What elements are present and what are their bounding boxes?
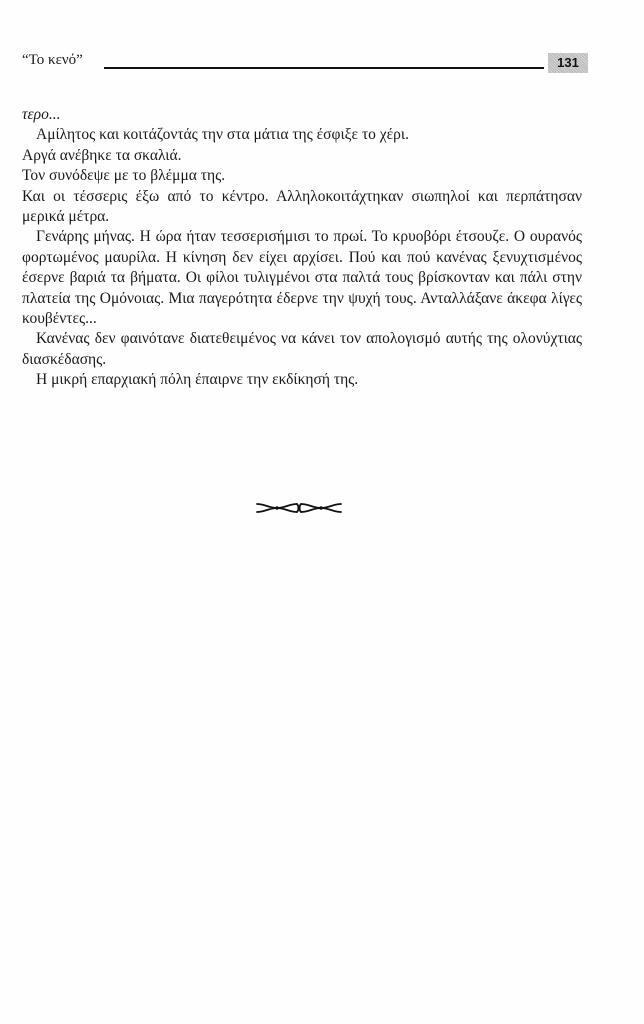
header-rule [104, 67, 544, 69]
paragraph: Αμίλητος και κοιτάζοντάς την στα μάτια της έσφιξε το χέρι. [36, 126, 409, 144]
running-header [22, 52, 584, 74]
paragraph: Κανένας δεν φαινότανε διατεθειμένος να κάνει τον απολογισμό αυτής της ολονύχτιας διασκέδασης. [22, 330, 582, 368]
paragraph: Γενάρης μήνας. Η ώρα ήταν τεσσερισήμισι το πρωί. Το κρυοβόρι έτσουζε. Ο ουρανός φορτωμένος μαυρίλα. Η κίνηση δεν είχει αρχίσει. Πού και πού κανένας ξενυχτισμένος έσερνε βαριά τα βήματα. Οι φίλοι τυλιγμένοι στα παλτά τους βρίσκονταν και πάλι στην πλατεία της Ομόνοιας. Μια παγερότητα έδερνε την ψυχή τους. Ανταλλάξανε άκεφα λίγες κουβέντες... [22, 228, 582, 328]
paragraph: Και οι τέσσερις έξω από το κέντρο. Αλληλοκοιτάχτηκαν σιωπηλοί και περπάτησαν μερικά μέτρα. [22, 187, 582, 226]
paragraph: τερο... [22, 106, 61, 123]
section-break-ornament-icon [255, 498, 343, 518]
chapter-title: “Το κενό” [22, 52, 83, 68]
body-text [22, 105, 582, 391]
paragraph: Τον συνόδεψε με το βλέμμα της. [22, 167, 226, 185]
paragraph: Η μικρή επαρχιακή πόλη έπαιρνε την εκδίκησή της. [36, 371, 359, 389]
page-number: 131 [548, 53, 588, 73]
paragraph: Αργά ανέβηκε τα σκαλιά. [22, 146, 182, 164]
